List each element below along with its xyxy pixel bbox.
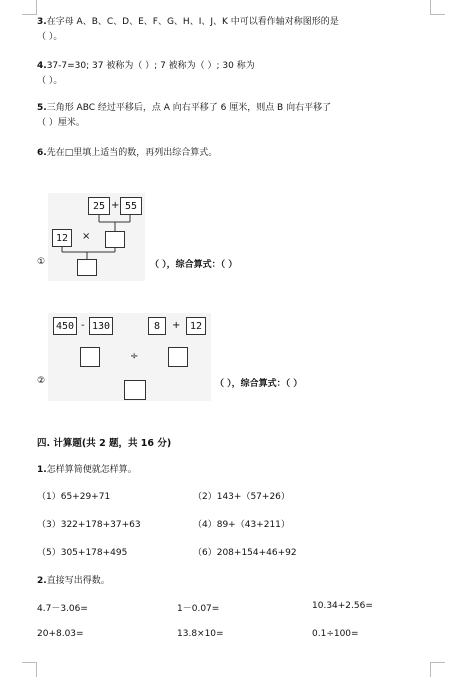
direct-calc-3: 10.34+2.56=: [312, 601, 373, 611]
figure-2-blank-box-left[interactable]: [80, 347, 100, 367]
calc-item-4: （4）89+（43+211）: [193, 520, 290, 530]
figure-1-number-c: 12: [52, 229, 72, 247]
figure-2-number-b: 130: [89, 317, 113, 335]
part-number: 2.: [37, 576, 47, 586]
calc-item-2: （2）143+（57+26）: [193, 492, 290, 502]
figure-1-blank-box-middle[interactable]: [105, 231, 125, 248]
section-4-heading: 四. 计算题(共 2 题，共 16 分): [37, 438, 172, 449]
direct-calc-6: 0.1÷100=: [312, 629, 359, 639]
question-number: 5.: [37, 103, 47, 113]
figure-2-blank-box-bottom[interactable]: [124, 380, 146, 400]
direct-calc-1: 4.7－3.06=: [37, 604, 88, 614]
part-text: 直接写出得数。: [46, 576, 110, 586]
part-text: 怎样算简便就怎样算。: [46, 465, 137, 475]
question-number: 4.: [37, 61, 47, 71]
direct-calc-5: 13.8×10=: [177, 629, 224, 639]
direct-calc-2: 1－0.07=: [177, 604, 220, 614]
section-4-part-1: [37, 462, 137, 475]
figure-2-minus-sign: -: [81, 320, 85, 331]
question-text: 先在□里填上适当的数，再列出综合算式。: [46, 148, 218, 158]
figure-1-blank-box-bottom[interactable]: [77, 259, 97, 276]
direct-calc-4: 20+8.03=: [37, 629, 84, 639]
question-5-answer: （ ）厘米。: [37, 118, 85, 128]
figure-2-blank-box-right[interactable]: [168, 347, 188, 367]
question-text: 37-7=30; 37 被称为（ ）; 7 被称为（ ）; 30 称为: [46, 61, 255, 71]
part-number: 1.: [37, 465, 47, 475]
calc-item-1: （1）65+29+71: [37, 492, 111, 502]
figure-1-marker: ①: [37, 257, 46, 267]
calc-item-6: （6）208+154+46+92: [193, 548, 297, 558]
question-3-answer: （ ）。: [37, 32, 63, 42]
section-4-part-2: [37, 573, 110, 586]
question-number: 3.: [37, 17, 47, 27]
question-text: 在字母 A、B、C、D、E、F、G、H、I、J、K 中可以看作轴对称图形的是: [46, 17, 339, 27]
figure-2-answer-line: （ ），综合算式：（ ）: [215, 379, 303, 389]
figure-1-number-b: 55: [120, 197, 142, 215]
figure-2-number-a: 450: [53, 317, 77, 335]
figure-2-number-c: 8: [148, 317, 166, 335]
calc-item-3: （3）322+178+37+63: [37, 520, 141, 530]
figure-1-number-a: 25: [88, 197, 110, 215]
question-text: 三角形 ABC 经过平移后，点 A 向右平移了 6 厘米，则点 B 向右平移了: [46, 103, 332, 113]
calc-item-5: （5）305+178+495: [37, 548, 128, 558]
question-number: 6.: [37, 148, 47, 158]
figure-1-times-sign: ×: [82, 231, 91, 242]
figure-2-divide-sign: ÷: [130, 351, 139, 362]
figure-2-marker: ②: [37, 376, 46, 386]
figure-1-plus-sign: +: [111, 200, 120, 211]
question-4-answer: （ ）。: [37, 76, 63, 86]
figure-2-plus-sign: +: [172, 320, 181, 331]
figure-2-number-d: 12: [186, 317, 206, 335]
figure-1-answer-line: （ ），综合算式：（ ）: [150, 260, 238, 270]
